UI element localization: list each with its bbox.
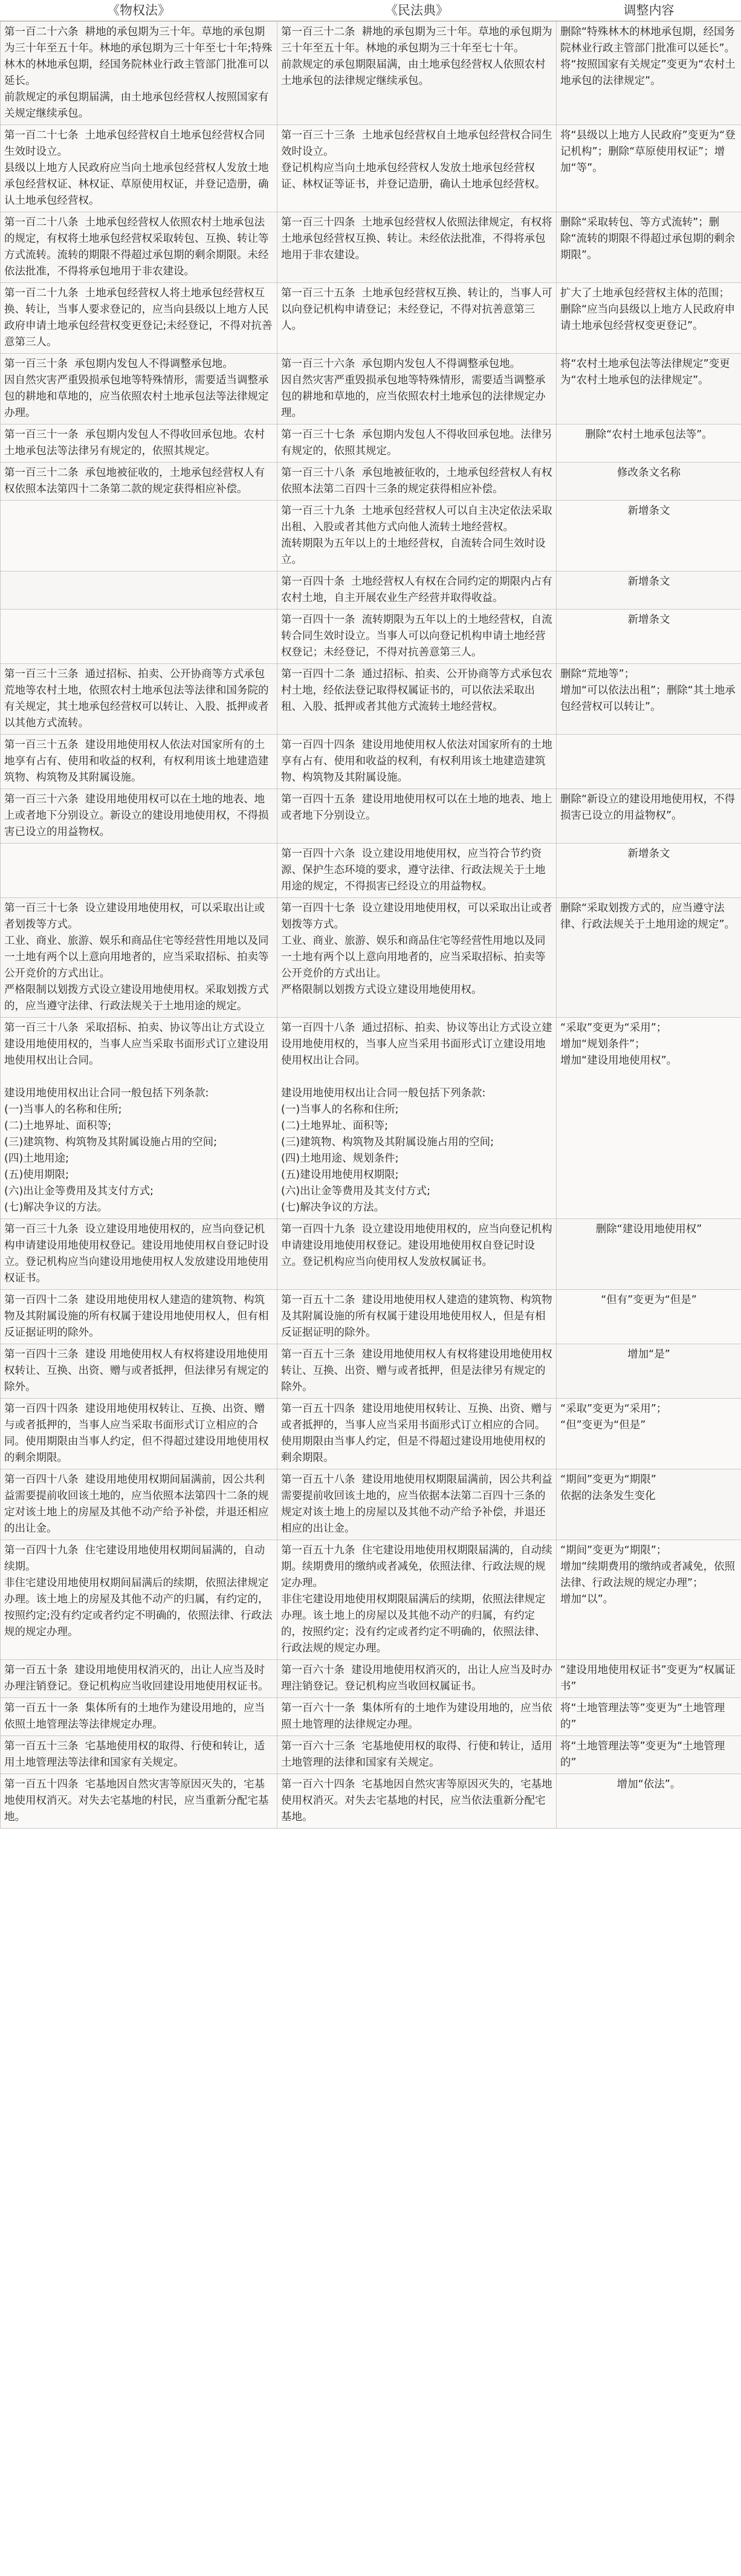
table-row <box>1 735 741 789</box>
old-law-cell: 第一百三十条 承包期内发包人不得调整承包地。 因自然灾害严重毁损承包地等特殊情形，需要适当调整承包的耕地和草地的，应当依照农村土地承包法等法律规定办理。 <box>1 354 277 424</box>
civil-code-cell: 第一百六十条 建设用地使用权消灭的，出让人应当及时办理注销登记。登记机构应当收回权属证书。 <box>277 1660 557 1698</box>
old-law-cell: 第一百三十一条 承包期内发包人不得收回承包地。农村土地承包法等法律另有规定的，依照其规定。 <box>1 424 277 463</box>
old-law-cell: 第一百五十一条 集体所有的土地作为建设用地的，应当依照土地管理法等法律规定办理。 <box>1 1698 277 1736</box>
old-law-cell: 第一百三十六条 建设用地使用权可以在土地的地表、地上或者地下分别设立。新设立的建设用地使用权，不得损害已设立的用益物权。 <box>1 789 277 844</box>
old-law-cell: 第一百四十四条 建设用地使用权转让、互换、出资、赠与或者抵押的，当事人应当采取书面形式订立相应的合同。使用期限由当事人约定，但不得超过建设用地使用权的剩余期限。 <box>1 1399 277 1469</box>
adjustment-cell: 删除“新设立的建设用地使用权，不得损害已设立的用益物权”。 <box>557 789 741 844</box>
table-row <box>1 501 741 571</box>
civil-code-cell: 第一百五十三条 建设用地使用权人有权将建设用地使用权转让、互换、出资、赠与或者抵押，但是法律另有规定的除外。 <box>277 1344 557 1399</box>
old-law-cell: 第一百五十四条 宅基地因自然灾害等原因灭失的，宅基地使用权消灭。对失去宅基地的村民，应当重新分配宅基地。 <box>1 1774 277 1829</box>
table-row <box>1 1540 741 1660</box>
adjustment-cell: 将“县级以上地方人民政府”变更为“登记机构”；删除“草原使用权证”；增加“等”。 <box>557 125 741 212</box>
table-row <box>1 125 741 212</box>
adjustment-cell: 删除“采取划拨方式的，应当遵守法律、行政法规关于土地用途的规定”。 <box>557 898 741 1018</box>
adjustment-cell: 删除“特殊林木的林地承包期，经国务院林业行政主管部门批准可以延长”。 将“按照国家有关规定”变更为“农村土地承包的法律规定”。 <box>557 21 741 125</box>
adjustment-cell: “但有”变更为“但是” <box>557 1290 741 1344</box>
civil-code-cell: 第一百三十三条 土地承包经营权自土地承包经营权合同生效时设立。 登记机构应当向土地承包经营权人发放土地承包经营权证、林权证等证书，并登记造册，确认土地承包经营权。 <box>277 125 557 212</box>
table-row <box>1 283 741 354</box>
adjustment-cell <box>557 735 741 789</box>
table-row <box>1 1219 741 1290</box>
adjustment-cell: “期间”变更为“期限”； 增加“续期费用的缴纳或者减免，依照法律、行政法规的规定办理”； 增加“以”。 <box>557 1540 741 1660</box>
old-law-cell: 第一百三十九条 设立建设用地使用权的，应当向登记机构申请建设用地使用权登记。建设用地使用权自登记时设立。登记机构应当向建设用地使用权人发放建设用地使用权证书。 <box>1 1219 277 1290</box>
civil-code-cell: 第一百三十四条 土地承包经营权人依照法律规定，有权将土地承包经营权互换、转让。未经依法批准，不得将承包地用于非农建设。 <box>277 212 557 283</box>
adjustment-cell: 新增条文 <box>557 571 741 610</box>
adjustment-cell: “采取”变更为“采用”； 增加“规划条件”； 增加“建设用地使用权”。 <box>557 1018 741 1219</box>
adjustment-cell: 删除“采取转包、等方式流转”；删除“流转的期限不得超过承包期的剩余期限”。 <box>557 212 741 283</box>
civil-code-cell: 第一百三十六条 承包期内发包人不得调整承包地。 因自然灾害严重毁损承包地等特殊情形，需要适当调整承包的耕地和草地的，应当依照农村土地承包的法律规定办理。 <box>277 354 557 424</box>
civil-code-cell: 第一百四十一条 流转期限为五年以上的土地经营权，自流转合同生效时设立。当事人可以向登记机构申请土地经营权登记；未经登记，不得对抗善意第三人。 <box>277 610 557 664</box>
civil-code-cell: 第一百三十七条 承包期内发包人不得收回承包地。法律另有规定的，依照其规定。 <box>277 424 557 463</box>
civil-code-cell: 第一百三十九条 土地承包经营权人可以自主决定依法采取出租、入股或者其他方式向他人流转土地经营权。 流转期限为五年以上的土地经营权，自流转合同生效时设立。 <box>277 501 557 571</box>
table-row <box>1 664 741 735</box>
civil-code-cell: 第一百五十二条 建设用地使用权人建造的建筑物、构筑物及其附属设施的所有权属于建设用地使用权人，但是有相反证据证明的除外。 <box>277 1290 557 1344</box>
old-law-cell: 第一百二十七条 土地承包经营权自土地承包经营权合同生效时设立。 县级以上地方人民政府应当向土地承包经营权人发放土地承包经营权证、林权证、草原使用权证，并登记造册，确认土地承包经营权。 <box>1 125 277 212</box>
comparison-rows <box>1 21 741 1829</box>
adjustment-cell: 将“土地管理法等”变更为“土地管理的” <box>557 1698 741 1736</box>
civil-code-cell: 第一百六十一条 集体所有的土地作为建设用地的，应当依照土地管理的法律规定办理。 <box>277 1698 557 1736</box>
civil-code-cell: 第一百四十八条 通过招标、拍卖、协议等出让方式设立建设用地使用权的，当事人应当采用书面形式订立建设用地使用权出让合同。 建设用地使用权出让合同一般包括下列条款: (一)当事人的名称和住所; (二)土地界址、面积等; (三)建筑物、构筑物及其附属设施占用的空间; (四)土地用途、规划条件; (五)建设用地使用权期限; (六)出让金等费用及其支付方式; (七)解决争议的方法。 <box>277 1018 557 1219</box>
adjustment-cell: 新增条文 <box>557 844 741 898</box>
table-row <box>1 1660 741 1698</box>
civil-code-cell: 第一百三十五条 土地承包经营权互换、转让的，当事人可以向登记机构申请登记；未经登记，不得对抗善意第三人。 <box>277 283 557 354</box>
old-law-cell: 第一百四十二条 建设用地使用权人建造的建筑物、构筑物及其附属设施的所有权属于建设用地使用权人，但有相反证据证明的除外。 <box>1 1290 277 1344</box>
table-row <box>1 1344 741 1399</box>
table-row <box>1 789 741 844</box>
civil-code-cell: 第一百四十二条 通过招标、拍卖、公开协商等方式承包农村土地，经依法登记取得权属证书的，可以依法采取出租、入股、抵押或者其他方式流转土地经营权。 <box>277 664 557 735</box>
old-law-cell: 第一百四十三条 建设 用地使用权人有权将建设用地使用权转让、互换、出资、赠与或者抵押，但法律另有规定的除外。 <box>1 1344 277 1399</box>
old-law-cell: 第一百三十三条 通过招标、拍卖、公开协商等方式承包荒地等农村土地，依照农村土地承包法等法律和国务院的有关规定，其土地承包经营权可以转让、入股、抵押或者以其他方式流转。 <box>1 664 277 735</box>
civil-code-cell: 第一百四十四条 建设用地使用权人依法对国家所有的土地享有占有、使用和收益的权利，有权利用该土地建造建筑物、构筑物及其附属设施。 <box>277 735 557 789</box>
old-law-cell: 第一百五十条 建设用地使用权消灭的，出让人应当及时办理注销登记。登记机构应当收回建设用地使用权证书。 <box>1 1660 277 1698</box>
civil-code-cell: 第一百三十二条 耕地的承包期为三十年。草地的承包期为三十年至五十年。林地的承包期为三十年至七十年。 前款规定的承包期限届满，由土地承包经营权人依照农村土地承包的法律规定继续承包。 <box>277 21 557 125</box>
adjustment-cell: “建设用地使用权证书”变更为“权属证书” <box>557 1660 741 1698</box>
civil-code-cell: 第一百六十三条 宅基地使用权的取得、行使和转让，适用土地管理的法律和国家有关规定。 <box>277 1736 557 1774</box>
table-row <box>1 1469 741 1540</box>
table-row <box>1 1698 741 1736</box>
header-row <box>1 0 741 21</box>
adjustment-cell: 扩大了土地承包经营权主体的范围； 删除“应当向县级以上地方人民政府申请土地承包经营权变更登记”。 <box>557 283 741 354</box>
adjustment-cell: 增加“是” <box>557 1344 741 1399</box>
adjustment-cell: “期间”变更为“期限” 依据的法条发生变化 <box>557 1469 741 1540</box>
table-row <box>1 424 741 463</box>
civil-code-cell: 第一百四十七条 设立建设用地使用权，可以采取出让或者划拨等方式。 工业、商业、旅游、娱乐和商品住宅等经营性用地以及同一土地有两个以上意向用地者的，应当采取招标、拍卖等公开竞价的方式出让。 严格限制以划拨方式设立建设用地使用权。 <box>277 898 557 1018</box>
old-law-cell: 第一百三十二条 承包地被征收的，土地承包经营权人有权依照本法第四十二条第二款的规定获得相应补偿。 <box>1 463 277 501</box>
table-row <box>1 354 741 424</box>
table-row <box>1 463 741 501</box>
adjustment-cell: 删除“建设用地使用权” <box>557 1219 741 1290</box>
civil-code-cell: 第一百三十八条 承包地被征收的，土地承包经营权人有权依照本法第二百四十三条的规定获得相应补偿。 <box>277 463 557 501</box>
adjustment-cell: 新增条文 <box>557 501 741 571</box>
old-law-cell <box>1 844 277 898</box>
old-law-cell <box>1 610 277 664</box>
header-adjustment: 调整内容 <box>557 0 741 21</box>
civil-code-cell: 第一百六十四条 宅基地因自然灾害等原因灭失的，宅基地使用权消灭。对失去宅基地的村民，应当依法重新分配宅基地。 <box>277 1774 557 1829</box>
table-row <box>1 21 741 125</box>
old-law-cell: 第一百二十九条 土地承包经营权人将土地承包经营权互换、转让，当事人要求登记的，应当向县级以上地方人民政府申请土地承包经营权变更登记;未经登记，不得对抗善意第三人。 <box>1 283 277 354</box>
civil-code-cell: 第一百五十八条 建设用地使用权期限届满前，因公共利益需要提前收回该土地的，应当依据本法第二百四十三条的规定对该土地上的房屋以及其他不动产给予补偿，并退还相应的出让金。 <box>277 1469 557 1540</box>
civil-code-cell: 第一百五十四条 建设用地使用权转让、互换、出资、赠与或者抵押的，当事人应当采用书面形式订立相应的合同。使用期限由当事人约定，但是不得超过建设用地使用权的剩余期限。 <box>277 1399 557 1469</box>
old-law-cell: 第一百五十三条 宅基地使用权的取得、行使和转让，适用土地管理法等法律和国家有关规定。 <box>1 1736 277 1774</box>
old-law-cell: 第一百三十五条 建设用地使用权人依法对国家所有的土地享有占有、使用和收益的权利，有权利用该土地建造建筑物、构筑物及其附属设施。 <box>1 735 277 789</box>
adjustment-cell: 删除“荒地等”； 增加“可以依法出租”；删除“其土地承包经营权可以转让”。 <box>557 664 741 735</box>
old-law-cell: 第一百三十八条 采取招标、拍卖、协议等出让方式设立建设用地使用权的，当事人应当采取书面形式订立建设用地使用权出让合同。 建设用地使用权出让合同一般包括下列条款: (一)当事人的名称和住所; (二)土地界址、面积等; (三)建筑物、构筑物及其附属设施占用的空间; (四)土地用途; (五)使用期限; (六)出让金等费用及其支付方式; (七)解决争议的方法。 <box>1 1018 277 1219</box>
civil-code-cell: 第一百四十五条 建设用地使用权可以在土地的地表、地上或者地下分别设立。 <box>277 789 557 844</box>
civil-code-cell: 第一百四十九条 设立建设用地使用权的，应当向登记机构申请建设用地使用权登记。建设用地使用权自登记时设立。登记机构应当向使用权人发放权属证书。 <box>277 1219 557 1290</box>
header-old-law: 《物权法》 <box>1 0 277 21</box>
adjustment-cell: 删除“农村土地承包法等”。 <box>557 424 741 463</box>
table-row <box>1 212 741 283</box>
old-law-cell: 第一百三十七条 设立建设用地使用权，可以采取出让或者划拨等方式。 工业、商业、旅游、娱乐和商品住宅等经营性用地以及同一土地有两个以上意向用地者的，应当采取招标、拍卖等公开竞价的方式出让。 严格限制以划拨方式设立建设用地使用权。采取划拨方式的，应当遵守法律、行政法规关于土地用途的规定。 <box>1 898 277 1018</box>
civil-code-cell: 第一百五十九条 住宅建设用地使用权期限届满的，自动续期。续期费用的缴纳或者减免，依照法律、行政法规的规定办理。 非住宅建设用地使用权期限届满后的续期，依照法律规定办理。该土地上的房屋以及其他不动产的归属，有约定的，按照约定；没有约定或者约定不明确的，依照法律、行政法规的规定办理。 <box>277 1540 557 1660</box>
table-row <box>1 898 741 1018</box>
civil-code-cell: 第一百四十六条 设立建设用地使用权，应当符合节约资源、保护生态环境的要求，遵守法律、行政法规关于土地用途的规定，不得损害已经设立的用益物权。 <box>277 844 557 898</box>
old-law-cell: 第一百四十九条 住宅建设用地使用权期间届满的，自动续期。 非住宅建设用地使用权期间届满后的续期，依照法律规定办理。该土地上的房屋及其他不动产的归属，有约定的，按照约定;没有约定或者约定不明确的，依照法律、行政法规的规定办理。 <box>1 1540 277 1660</box>
old-law-cell: 第一百二十八条 土地承包经营权人依照农村土地承包法的规定，有权将土地承包经营权采取转包、互换、转让等方式流转。流转的期限不得超过承包期的剩余期限。未经依法批准，不得将承包地用于非农建设。 <box>1 212 277 283</box>
old-law-cell: 第一百四十八条 建设用地使用权期间届满前，因公共利益需要提前收回该土地的，应当依照本法第四十二条的规定对该土地上的房屋及其他不动产给予补偿，并退还相应的出让金。 <box>1 1469 277 1540</box>
old-law-cell <box>1 501 277 571</box>
adjustment-cell: 新增条文 <box>557 610 741 664</box>
header-civil-code: 《民法典》 <box>277 0 557 21</box>
table-row <box>1 1736 741 1774</box>
adjustment-cell: 修改条文名称 <box>557 463 741 501</box>
table-row <box>1 1399 741 1469</box>
table-row <box>1 1774 741 1829</box>
adjustment-cell: 将“农村土地承包法等法律规定”变更为“农村土地承包的法律规定”。 <box>557 354 741 424</box>
adjustment-cell: “采取”变更为“采用”； “但”变更为“但是” <box>557 1399 741 1469</box>
adjustment-cell: 增加“依法”。 <box>557 1774 741 1829</box>
table-row <box>1 1290 741 1344</box>
table-row <box>1 844 741 898</box>
adjustment-cell: 将“土地管理法等”变更为“土地管理的” <box>557 1736 741 1774</box>
civil-code-cell: 第一百四十条 土地经营权人有权在合同约定的期限内占有农村土地，自主开展农业生产经营并取得收益。 <box>277 571 557 610</box>
table-row <box>1 1018 741 1219</box>
table-row <box>1 571 741 610</box>
table-row <box>1 610 741 664</box>
old-law-cell <box>1 571 277 610</box>
old-law-cell: 第一百二十六条 耕地的承包期为三十年。草地的承包期为三十年至五十年。林地的承包期为三十年至七十年;特殊林木的林地承包期，经国务院林业行政主管部门批准可以延长。 前款规定的承包期届满，由土地承包经营权人按照国家有关规定继续承包。 <box>1 21 277 125</box>
